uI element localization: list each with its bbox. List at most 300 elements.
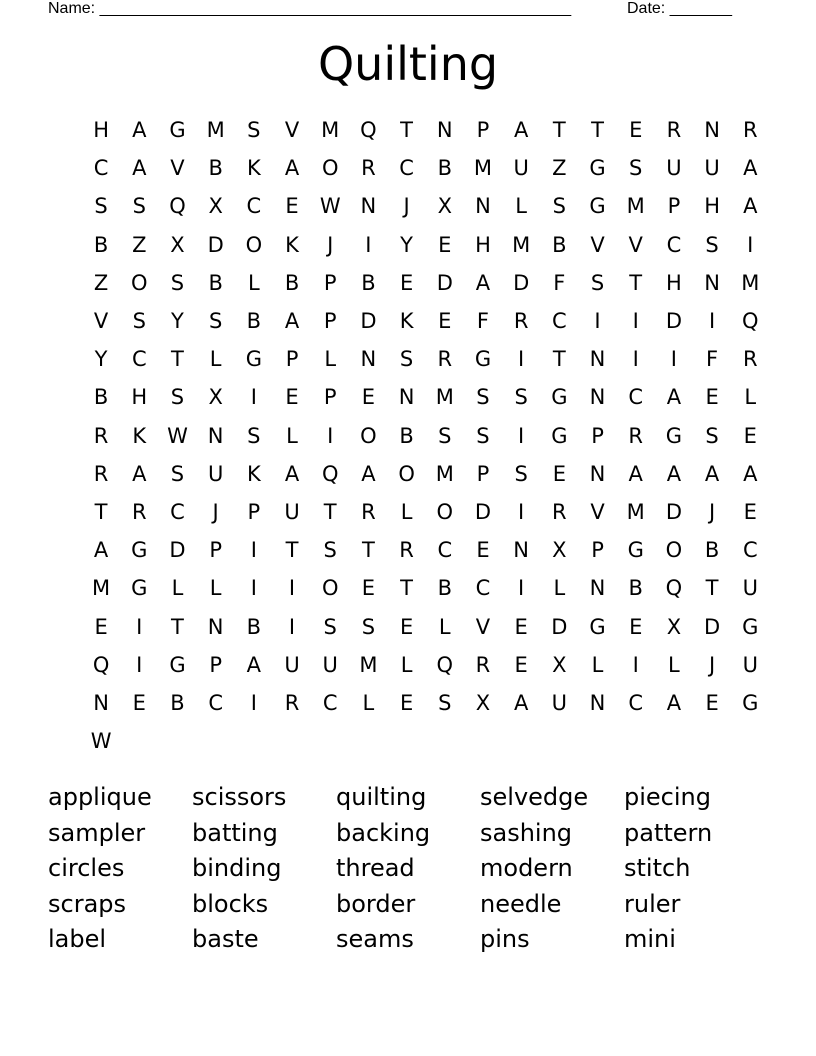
grid-letter: E (629, 118, 643, 143)
word-bank-item: scissors (192, 783, 287, 811)
grid-letter: I (518, 499, 525, 524)
grid-letter: C (322, 690, 338, 715)
grid-letter: T (171, 347, 184, 372)
grid-letter: A (132, 461, 147, 486)
grid-letter: E (629, 614, 643, 639)
grid-letter: E (361, 576, 376, 601)
grid-letter: N (513, 538, 530, 563)
grid-letter: K (399, 309, 414, 334)
grid-letter: P (323, 270, 337, 295)
grid-letter: I (632, 347, 639, 372)
grid-letter: A (284, 461, 300, 486)
grid-letter: X (475, 690, 491, 715)
grid-letter: N (398, 385, 415, 410)
grid-letter: L (515, 194, 527, 219)
grid-letter: K (132, 423, 147, 448)
grid-letter: R (475, 652, 491, 677)
grid-letter: G (589, 156, 606, 181)
grid-letter: S (170, 385, 185, 410)
grid-letter: Z (552, 156, 567, 181)
grid-letter: P (667, 194, 681, 219)
grid-letter: I (747, 232, 754, 257)
grid-letter: S (247, 423, 261, 448)
grid-letter: I (136, 614, 143, 639)
word-bank-item: sampler (48, 818, 146, 847)
grid-letter: I (136, 652, 143, 677)
grid-letter: G (589, 194, 606, 219)
grid-letter: T (171, 614, 184, 639)
grid-letter: S (590, 270, 605, 295)
grid-letter: H (704, 194, 720, 219)
grid-letter: Y (94, 347, 108, 372)
grid-letter: O (321, 156, 339, 181)
grid-letter: E (132, 690, 146, 715)
grid-letter: K (285, 232, 299, 257)
grid-letter: T (629, 270, 643, 295)
grid-letter: C (628, 690, 644, 715)
word-bank-item: circles (48, 854, 125, 883)
grid-letter: C (208, 690, 223, 715)
grid-letter: C (475, 576, 491, 601)
grid-letter: N (207, 423, 224, 448)
grid-letter: O (665, 538, 683, 563)
grid-letter: G (474, 347, 492, 372)
grid-letter: C (628, 385, 644, 410)
grid-letter: M (92, 576, 111, 601)
grid-letter: N (589, 461, 606, 486)
word-bank-item: quilting (336, 783, 427, 811)
grid-letter: M (359, 652, 378, 677)
grid-letter: L (591, 652, 604, 677)
grid-letter: R (742, 118, 758, 143)
grid-letter: H (93, 118, 109, 143)
grid-letter: V (93, 309, 109, 334)
grid-letter: E (552, 461, 566, 486)
grid-letter: A (475, 270, 491, 295)
grid-letter: G (665, 423, 683, 448)
grid-letter: S (705, 423, 719, 448)
grid-letter: A (284, 156, 300, 181)
grid-letter: G (551, 385, 568, 410)
grid-letter: A (132, 156, 147, 181)
grid-letter: A (246, 652, 262, 677)
grid-letter: A (704, 461, 720, 486)
grid-letter: B (93, 385, 109, 410)
grid-letter: P (209, 538, 222, 563)
grid-letter: U (742, 652, 758, 677)
grid-letter: O (245, 232, 263, 257)
grid-letter: T (552, 347, 566, 372)
grid-letter: E (476, 538, 490, 563)
grid-letter: L (286, 423, 298, 448)
grid-letter: A (132, 118, 147, 143)
grid-letter: H (131, 385, 148, 410)
grid-letter: B (437, 576, 452, 601)
grid-letter: I (250, 576, 257, 601)
grid-letter: A (666, 690, 682, 715)
grid-letter: W (90, 729, 112, 754)
grid-letter: Z (93, 270, 109, 295)
grid-letter: O (398, 461, 415, 486)
grid-letter: S (170, 461, 185, 486)
grid-letter: X (208, 385, 223, 410)
grid-letter: L (744, 385, 757, 410)
grid-letter: F (706, 347, 719, 372)
grid-letter: D (665, 499, 682, 524)
grid-letter: R (513, 309, 529, 334)
grid-letter: S (514, 385, 528, 410)
word-bank-item: applique (48, 783, 152, 811)
grid-letter: B (208, 156, 223, 181)
grid-letter: L (324, 347, 337, 372)
grid-letter: A (361, 461, 376, 486)
grid-letter: L (400, 499, 413, 524)
grid-letter: V (475, 614, 491, 639)
grid-letter: C (399, 156, 414, 181)
grid-letter: A (93, 538, 109, 563)
grid-letter: R (437, 347, 453, 372)
word-bank-item: seams (336, 925, 414, 954)
grid-letter: G (245, 347, 262, 372)
grid-letter: S (323, 538, 337, 563)
grid-letter: B (361, 270, 376, 295)
grid-letter: A (743, 461, 758, 486)
grid-letter: Y (400, 232, 413, 257)
grid-letter: M (435, 461, 454, 486)
word-bank-item: thread (336, 854, 415, 883)
grid-letter: Q (169, 194, 186, 219)
grid-letter: E (285, 194, 299, 219)
grid-letter: S (476, 385, 490, 410)
grid-letter: X (552, 652, 567, 677)
grid-letter: F (476, 309, 490, 334)
grid-letter: M (206, 118, 225, 143)
grid-letter: D (207, 232, 224, 257)
grid-letter: R (742, 347, 758, 372)
grid-letter: U (551, 690, 568, 715)
letter-grid (82, 111, 769, 760)
grid-letter: C (666, 232, 682, 257)
grid-letter: B (437, 156, 452, 181)
grid-letter: N (589, 385, 606, 410)
grid-letter: S (323, 614, 337, 639)
grid-letter: L (668, 652, 680, 677)
grid-letter: S (399, 347, 414, 372)
grid-letter: T (285, 538, 299, 563)
grid-letter: U (284, 652, 300, 677)
word-bank-item: backing (336, 818, 431, 847)
grid-letter: L (438, 614, 451, 639)
grid-letter: H (666, 270, 682, 295)
grid-letter: N (589, 576, 606, 601)
grid-letter: B (246, 614, 262, 639)
grid-letter: P (209, 652, 222, 677)
grid-letter: C (170, 499, 185, 524)
grid-letter: B (628, 576, 643, 601)
grid-letter: O (131, 270, 148, 295)
word-bank-item: label (48, 925, 107, 954)
grid-letter: M (473, 156, 493, 181)
grid-letter: P (323, 309, 337, 334)
grid-letter: A (743, 194, 758, 219)
grid-letter: E (438, 232, 452, 257)
grid-letter: M (626, 499, 645, 524)
grid-letter: I (288, 576, 296, 601)
grid-letter: E (285, 385, 299, 410)
grid-letter: S (94, 194, 108, 219)
grid-letter: A (284, 309, 300, 334)
word-bank-item: mini (624, 925, 676, 954)
grid-letter: I (518, 423, 525, 448)
grid-letter: I (594, 309, 601, 334)
grid-letter: I (518, 576, 525, 601)
grid-letter: J (708, 652, 716, 677)
grid-letter: R (361, 156, 376, 181)
grid-letter: T (400, 118, 413, 143)
grid-letter: T (705, 576, 719, 601)
grid-letter: J (708, 499, 716, 524)
grid-letter: G (169, 118, 186, 143)
grid-letter: R (361, 499, 376, 524)
grid-letter: T (552, 118, 566, 143)
grid-letter: I (670, 347, 677, 372)
grid-letter: U (322, 652, 338, 677)
grid-letter: G (131, 538, 148, 563)
grid-letter: O (321, 576, 339, 601)
grid-letter: L (247, 270, 260, 295)
grid-letter: E (399, 270, 414, 295)
grid-letter: S (629, 156, 643, 181)
date-field: Date: _______ (627, 0, 732, 17)
grid-letter: L (362, 690, 375, 715)
grid-letter: B (552, 232, 567, 257)
grid-letter: A (513, 690, 529, 715)
grid-letter: Q (321, 461, 339, 486)
grid-letter: D (704, 614, 721, 639)
grid-letter: R (628, 423, 644, 448)
word-bank-item: pins (480, 925, 530, 954)
grid-letter: R (666, 118, 682, 143)
grid-letter: N (360, 347, 377, 372)
grid-letter: C (131, 347, 147, 372)
grid-letter: B (170, 690, 185, 715)
grid-letter: L (171, 576, 184, 601)
grid-letter: S (208, 309, 223, 334)
grid-letter: E (743, 423, 757, 448)
grid-letter: R (93, 423, 109, 448)
grid-letter: Q (436, 652, 454, 677)
grid-letter: E (361, 385, 376, 410)
grid-letter: S (132, 309, 146, 334)
grid-letter: G (551, 423, 568, 448)
word-bank-item: needle (480, 889, 562, 918)
grid-letter: E (399, 690, 414, 715)
grid-letter: E (399, 614, 414, 639)
grid-letter: U (666, 156, 682, 181)
grid-letter: C (552, 309, 567, 334)
grid-letter: T (591, 118, 604, 143)
grid-letter: S (552, 194, 567, 219)
word-bank-item: modern (480, 854, 573, 883)
grid-letter: K (246, 461, 261, 486)
grid-letter: A (666, 461, 682, 486)
grid-letter: V (170, 156, 185, 181)
grid-letter: X (437, 194, 452, 219)
grid-letter: P (591, 538, 604, 563)
grid-letter: Y (171, 309, 184, 334)
grid-letter: Q (92, 652, 110, 677)
grid-letter: M (435, 385, 454, 410)
word-bank-item: piecing (624, 783, 711, 811)
grid-letter: N (207, 614, 224, 639)
grid-letter: V (628, 232, 643, 257)
grid-letter: B (284, 270, 300, 295)
grid-letter: E (514, 652, 528, 677)
grid-letter: E (705, 385, 719, 410)
grid-letter: S (438, 690, 452, 715)
grid-letter: F (553, 270, 566, 295)
grid-letter: N (475, 194, 491, 219)
grid-letter: D (436, 270, 453, 295)
grid-letter: T (400, 576, 413, 601)
grid-letter: Z (132, 232, 147, 257)
grid-letter: B (399, 423, 414, 448)
grid-letter: R (284, 690, 300, 715)
grid-letter: D (513, 270, 530, 295)
grid-letter: U (284, 499, 300, 524)
grid-letter: M (626, 194, 645, 219)
grid-letter: C (93, 156, 109, 181)
grid-letter: S (438, 423, 452, 448)
grid-letter: S (476, 423, 490, 448)
grid-letter: P (285, 347, 299, 372)
grid-letter: H (475, 232, 491, 257)
grid-letter: M (321, 118, 340, 143)
grid-letter: T (361, 538, 375, 563)
word-bank-item: stitch (624, 854, 691, 883)
word-bank-item: blocks (192, 889, 269, 918)
grid-letter: G (169, 652, 186, 677)
grid-letter: E (705, 690, 719, 715)
grid-letter: A (628, 461, 643, 486)
word-bank-item: binding (192, 854, 282, 883)
word-bank-item: selvedge (480, 783, 589, 811)
grid-letter: N (93, 690, 109, 715)
grid-letter: L (400, 652, 413, 677)
puzzle-title: Quilting (317, 37, 499, 91)
word-bank-item: border (336, 889, 416, 918)
grid-letter: V (284, 118, 300, 143)
grid-letter: N (704, 270, 720, 295)
grid-letter: I (250, 385, 257, 410)
grid-letter: R (552, 499, 567, 524)
grid-letter: N (360, 194, 377, 219)
grid-letter: S (514, 461, 528, 486)
word-bank-item: ruler (624, 889, 681, 918)
grid-letter: I (632, 309, 639, 334)
grid-letter: I (632, 652, 639, 677)
grid-letter: L (553, 576, 566, 601)
grid-letter: U (704, 156, 720, 181)
grid-letter: S (705, 232, 719, 257)
grid-letter: X (552, 538, 567, 563)
grid-letter: O (360, 423, 377, 448)
grid-letter: N (704, 118, 720, 143)
grid-letter: D (551, 614, 568, 639)
grid-letter: Q (665, 576, 683, 601)
grid-letter: B (704, 538, 720, 563)
word-bank-item: batting (192, 818, 278, 847)
grid-letter: P (476, 461, 490, 486)
grid-letter: Q (360, 118, 377, 143)
grid-letter: C (246, 194, 262, 219)
grid-letter: I (708, 309, 716, 334)
grid-letter: I (288, 614, 296, 639)
grid-letter: S (361, 614, 376, 639)
grid-letter: P (323, 385, 337, 410)
grid-letter: S (170, 270, 185, 295)
word-bank (48, 780, 768, 958)
grid-letter: W (167, 423, 188, 448)
grid-letter: G (627, 538, 644, 563)
grid-letter: M (512, 232, 531, 257)
grid-letter: E (438, 309, 452, 334)
grid-letter: S (247, 118, 261, 143)
word-bank-item: scraps (48, 889, 127, 918)
grid-letter: V (590, 499, 605, 524)
grid-letter: M (741, 270, 760, 295)
grid-letter: C (437, 538, 453, 563)
grid-letter: A (666, 385, 682, 410)
grid-letter: L (209, 347, 222, 372)
grid-letter: N (436, 118, 453, 143)
word-bank-item: pattern (624, 818, 713, 847)
grid-letter: G (742, 614, 759, 639)
grid-letter: J (212, 499, 219, 524)
grid-letter: D (665, 309, 682, 334)
grid-letter: B (93, 232, 109, 257)
grid-letter: X (208, 194, 223, 219)
grid-letter: U (742, 576, 758, 601)
grid-letter: T (94, 499, 108, 524)
grid-letter: X (170, 232, 185, 257)
name-field: Name: _____________________________________________________ (48, 0, 572, 17)
grid-letter: U (207, 461, 224, 486)
grid-letter: I (250, 538, 257, 563)
grid-letter: A (513, 118, 529, 143)
grid-letter: Q (742, 309, 759, 334)
grid-letter: B (208, 270, 223, 295)
grid-letter: S (132, 194, 146, 219)
grid-letter: O (436, 499, 454, 524)
grid-letter: J (403, 194, 410, 219)
grid-letter: I (518, 347, 525, 372)
grid-letter: L (209, 576, 222, 601)
grid-letter: U (513, 156, 529, 181)
grid-letter: N (589, 347, 606, 372)
grid-letter: V (590, 232, 605, 257)
grid-letter: B (246, 309, 262, 334)
grid-letter: P (247, 499, 261, 524)
grid-letter: X (666, 614, 682, 639)
word-bank-item: sashing (480, 818, 573, 847)
grid-letter: D (360, 309, 377, 334)
grid-letter: K (246, 156, 261, 181)
grid-letter: I (250, 690, 257, 715)
grid-letter: N (589, 690, 606, 715)
grid-letter: P (591, 423, 604, 448)
grid-letter: P (476, 118, 490, 143)
